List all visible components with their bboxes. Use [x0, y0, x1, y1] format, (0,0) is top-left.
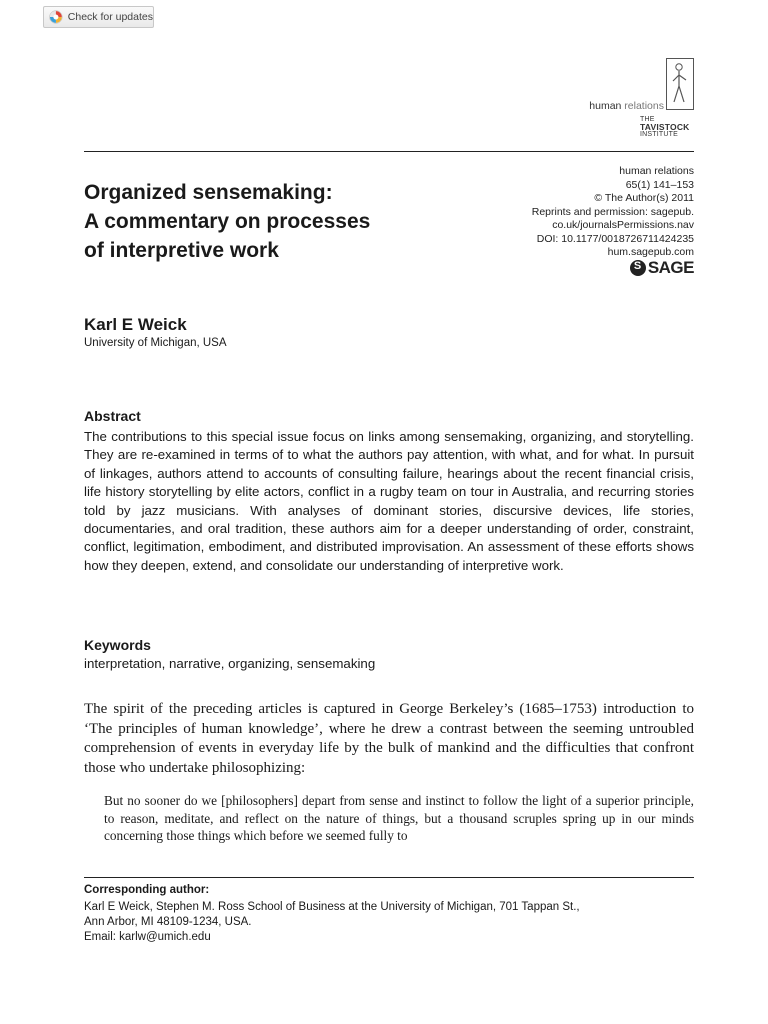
- corresponding-author-heading: Corresponding author:: [84, 884, 210, 896]
- title-line-2: A commentary on processes: [84, 210, 371, 233]
- title-line-3: of interpretive work: [84, 239, 279, 262]
- sage-wordmark: SAGE: [647, 258, 694, 277]
- tavistock-line-1: THE: [640, 116, 655, 123]
- keywords-heading: Keywords: [84, 637, 151, 653]
- sage-circle-icon: [630, 260, 646, 276]
- tavistock-institute-logo: [640, 116, 696, 139]
- abstract-heading: Abstract: [84, 408, 141, 424]
- journal-name: [589, 100, 664, 112]
- meta-volume: 65(1) 141–153: [625, 178, 694, 191]
- footnote-rule: [84, 877, 694, 878]
- tavistock-line-3: INSTITUTE: [640, 131, 678, 138]
- article-title: [84, 178, 434, 265]
- abstract-text: The contributions to this special issue focus on links among sensemaking, organizing, and storytelling. They are re-examined in terms of to what the authors pay attention, with what, and for what. In pursuit of linkages, authors attend to accounts of consulting failure, hearings about the recent financial crisis, life history storytelling by elite actors, conflict in a rugby team on tour in Australia, and recurring stories told by jazz musicians. With analyses of dominant stories, discursive devices, life stories, documentaries, and oral tradition, these authors aim for a deeper understanding of order, constraint, conflict, legitimation, embodiment, and distributed improvisation. An assessment of these efforts shows how they deepen, extend, and consolidate our understanding of interpretive work.: [84, 429, 694, 573]
- author-affiliation: University of Michigan, USA: [84, 337, 227, 349]
- meta-copyright: © The Author(s) 2011: [594, 192, 694, 204]
- corresponding-address-line-1: Karl E Weick, Stephen M. Ross School of Business at the University of Michigan, 701 Tappan St.,: [84, 901, 580, 913]
- meta-reprints: Reprints and permission: sagepub.: [531, 205, 694, 218]
- keywords-text: interpretation, narrative, organizing, sensemaking: [84, 656, 376, 671]
- sage-logo: [630, 258, 694, 278]
- meta-journal: human relations: [619, 165, 694, 177]
- corresponding-address-line-2: Ann Arbor, MI 48109-1234, USA.: [84, 916, 252, 928]
- corresponding-email[interactable]: Email: karlw@umich.edu: [84, 931, 211, 943]
- journal-name-human: human: [589, 100, 622, 112]
- header-rule: [84, 151, 694, 152]
- meta-permissions-link[interactable]: co.uk/journalsPermissions.nav: [552, 219, 694, 231]
- check-for-updates-label: Check for updates: [67, 11, 153, 23]
- journal-name-relations: relations: [624, 100, 664, 112]
- article-metadata: [532, 165, 694, 260]
- check-for-updates-button[interactable]: [43, 6, 154, 28]
- author-name: Karl E Weick: [84, 315, 187, 334]
- meta-doi[interactable]: DOI: 10.1177/0018726711424235: [536, 232, 694, 245]
- block-quote: But no sooner do we [philosophers] depart from sense and instinct to follow the light of a superior principle, to reason, meditate, and reflect on the nature of things, but a thousand scruples spring up in our minds concerning those things which before we seemed fully to: [104, 793, 694, 843]
- meta-website[interactable]: hum.sagepub.com: [607, 246, 694, 258]
- body-paragraph: The spirit of the preceding articles is captured in George Berkeley’s (1685–1753) introduction to ‘The principles of human knowledge’, where he drew a contrast between the seeming untroubled comprehension of events in everyday life by the bulk of mankind and the difficulties that confront those who undertake philosophizing:: [84, 701, 694, 776]
- title-line-1: Organized sensemaking:: [84, 181, 333, 204]
- tavistock-line-2: TAVISTOCK: [640, 121, 690, 132]
- crossmark-icon: [49, 10, 63, 24]
- journal-figure-logo-icon: [666, 58, 694, 110]
